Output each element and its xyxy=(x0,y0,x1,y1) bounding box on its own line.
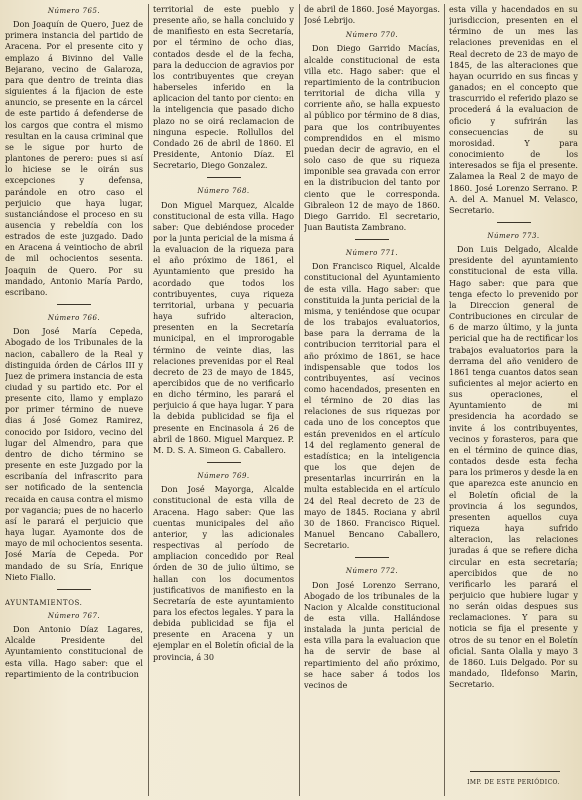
separator xyxy=(355,239,389,240)
separator xyxy=(355,557,389,558)
column-divider xyxy=(148,4,149,796)
notice-text: Don José Mayorga, Alcalde constitucional de esta villa de Aracena. Hago saber: Que las cuentas municipales del año anterior, y las adicionales respectivas al período de ampliacion concedido por Real órden de 30 de julio último, se hallan con los documentos justificativos de manifiesto en la Secretaría de este ayuntamiento para los efectos legales. Y para la debida publicidad se fija el presente en Aracena y un ejemplar en el Boletín oficial de la provincia, á 30 xyxy=(153,484,294,662)
notice-text: territorial de este pueblo y presente año, se halla concluido y de manifiesto en esta Secretaría, por el término de ocho dias, contados desde el de la fecha, para la deduccion de agravios por los contribuyentes que creyan haberseles inferido en la aplicacion del tanto por ciento: en la inteligencia que pasado dicho plazo no se oirá reclamacion de ninguna especie. Rollullos del Condado 26 de abril de 1860. El Presidente, Antonio Díaz. El Secretario, Diego Gonzalez. xyxy=(153,4,294,171)
notice-767-continued xyxy=(153,4,294,171)
notice-text: Don Diego Garrido Macías, alcalde constitucional de esta villa etc. Hago saber: que el repartimiento de la contribucion territorial de dicha villa y corriente año, se halla expuesto al público por término de 8 dias, para que los contribuyentes comprendidos en el mismo puedan decir de agravio, en el solo caso de que su riqueza imponible sea gravada con error en la distribucion del tanto por ciento que le corresponda. Gibraleon 12 de mayo de 1860. Diego Garrido. El secretario, Juan Bautista Zambrano. xyxy=(304,43,440,232)
notice-text: Don Joaquín de Quero, Juez de primera instancia del partido de Aracena. Por el presente cito y emplazo á Bivinno del Valle Bejarano, vecino de Galaroza, para que dentro de treinta dias siguientes á la fijacion de este anuncio, se presente en la cárcel de este partido á defenderse de los cargos que contra el mismo resultan en la causa criminal que se le sigue por hurto de plantones de perero: pues si así lo hiciese se le oirán sus excepciones y defensa, parándole en otro caso el perjuicio que haya lugar, sustanciándose el proceso en su ausencia y rebeldía con los estrados de este juzgado. Dado en Aracena á veintiocho de abril de mil ochocientos sesenta. Joaquin de Quero. Por su mandado, Antonio María Pardo, escribano. xyxy=(5,19,143,297)
separator xyxy=(207,177,241,178)
notice-number: Número 772. xyxy=(345,567,399,576)
notice-text: Don Miguel Marquez, Alcalde constitucional de esta villa. Hago saber: Que debiéndose proceder por la junta pericial de la misma á la evaluacion de la riqueza para el año próximo de 1861, el Ayuntamiento que presido ha acordado que todos los contribuyentes, cuya riqueza territorial, urbana y pecuaria haya sufrido alteracion, presenten en la Secretaría municipal, en el improrogable término de veinte dias, las relaciones prevenidas por el Real decreto de 23 de mayo de 1845, apercibidos que de no verificarlo en dicho término, les parará el perjuicio á que haya lugar. Y para la debida publicidad se fija el presente en Encinasola á 26 de abril de 1860. Miguel Marquez. P. M. D. S. A. Simeon G. Caballero. xyxy=(153,199,294,455)
notice-text: Don Antonio Díaz Lagares, Alcalde Presidente del Ayuntamiento constitucional de esta villa. Hago saber: que el repartimiento de la contribucion xyxy=(5,624,143,679)
notice-text: Don José Lorenzo Serrano, Abogado de los tribunales de la Nacion y Alcalde constitucional de esta villa. Hallándose instalada la junta pericial de esta villa para la evaluacion que ha de servir de base al repartimiento del año próximo, se hace saber á todos los vecinos de xyxy=(304,579,440,690)
notice-text: Don José María Cepeda, Abogado de los Tribunales de la nacion, caballero de la Real y distinguida órden de Cárlos III y Juez de primera instancia de esta ciudad y su partido etc. Por el presente cito, llamo y emplazo por primer término de nueve dias á José Gomez Ramirez, conocido por Isidoro, vecino del lugar del Almendro, para que dentro de dicho término se presente en este Juzgado por la escribanía del infrascrito para ser notificado de la sentencia recaida en causa contra el mismo por vagancia; pues de no hacerlo así le parará el perjuicio que haya lugar. Ayamonte dos de mayo de mil ochocientos sesenta. José María de Cepeda. Por mandado de su Sría, Enrique Nieto Fiallo. xyxy=(5,326,143,582)
notice-770 xyxy=(304,30,440,233)
separator xyxy=(207,462,241,463)
notice-768 xyxy=(153,186,294,456)
notice-number: Número 766. xyxy=(47,314,101,323)
column-3 xyxy=(304,4,440,796)
imprint-rule xyxy=(470,771,560,772)
section-heading: AYUNTAMIENTOS. xyxy=(5,598,83,607)
printer-imprint: IMP. DE ESTE PERIÓDICO. xyxy=(467,779,560,786)
column-1 xyxy=(5,4,143,796)
notice-772-continued xyxy=(449,4,578,216)
notice-number: Número 767. xyxy=(47,611,101,620)
notice-772 xyxy=(304,566,440,691)
column-divider xyxy=(299,4,300,796)
separator xyxy=(497,222,531,223)
column-4 xyxy=(449,4,578,760)
notice-766 xyxy=(5,313,143,583)
notice-number: Número 771. xyxy=(345,249,399,258)
notice-765 xyxy=(5,6,143,298)
notice-number: Número 765. xyxy=(47,7,101,15)
separator xyxy=(57,304,91,305)
notice-769-continued xyxy=(304,4,440,26)
notice-number: Número 773. xyxy=(487,231,540,240)
notice-773 xyxy=(449,231,578,690)
notice-number: Número 770. xyxy=(345,31,399,40)
notice-769 xyxy=(153,471,294,663)
notice-text: Don Luis Delgado, Alcalde presidente del ayuntamiento constitucional de esta villa. Hago saber: que para que tenga efecto lo prevenido por la Direccion general de Contribuciones en circular de 6 de marzo último, y la junta pericial que ha de rectificar los trabajos evaluatorios para la derrama del año venidero de 1861 tenga cuantos datos sean suficientes al mejor acierto en sus operaciones, el Ayuntamiento de mi presidencia ha acordado se invite á los contribuyentes, vecinos y forasteros, para que en el término de quince dias, contados desde esta fecha para los primeros y desde la en que aparezca este anuncio en el Boletín oficial de la provincia á los segundos, presenten aquellos cuya riqueza haya sufrido alteracion, las relaciones juradas á que se refiere dicha circular en esta secretaría; apercibidos que de no verificarlo les parará el perjuicio que hubiere lugar y no serán oidas despues sus reclamaciones. Y para su noticia se fija el presente y otros de su tenor en el Boletín oficial. Santa Olalla y mayo 3 de 1860. Luis Delgado. Por su mandado, Ildefonso Marin, Secretario. xyxy=(449,244,578,690)
notice-number: Número 768. xyxy=(197,187,250,196)
notice-767 xyxy=(5,611,143,680)
notice-text: esta villa y hacendados en su jurisdiccion, presenten en el término de un mes las relaciones prevenidas en el Real decreto de 23 de mayo de 1845, de las alteraciones que hayan ocurrido en sus fincas y ganados; en el concepto que trascurrido el referido plazo se procederá á la evaluacion de oficio y sufrirán las consecuencias de su morosidad. Y para conocimiento de los interesados se fija el presente. Zalamea la Real 2 de mayo de 1860. José Lorenzo Serrano. P. A. del A. Manuel M. Velasco, Secretario. xyxy=(449,4,578,215)
separator xyxy=(57,589,91,590)
notice-771 xyxy=(304,248,440,551)
notice-text: de abril de 1860. José Mayorgas. José Lebrijo. xyxy=(304,4,440,26)
notice-text: Don Francisco Riquel, Alcalde constitucional del Ayuntamiento de esta villa. Hago saber: que constituida la junta pericial de la misma, y teniéndose que ocupar de los trabajos evaluatorios, base para la derrama de la contribucion territorial para el año próximo de 1861, se hace indispensable que todos los contribuyentes, así vecinos como hacendados, presenten en el término de 20 dias las relaciones de sus riquezas por cada uno de los conceptos que están prevenidos en el artículo 14 del reglamento general de estadística; en la inteligencia que los que dejen de presentarlas incurrirán en la multa establecida en el artículo 24 del Real decreto de 23 de mayo de 1845. Rociana y abril 30 de 1860. Francisco Riquel. Manuel Bencano Caballero, Secretario. xyxy=(304,261,440,551)
column-2 xyxy=(153,4,294,796)
column-divider xyxy=(444,4,445,796)
notice-number: Número 769. xyxy=(197,472,250,481)
